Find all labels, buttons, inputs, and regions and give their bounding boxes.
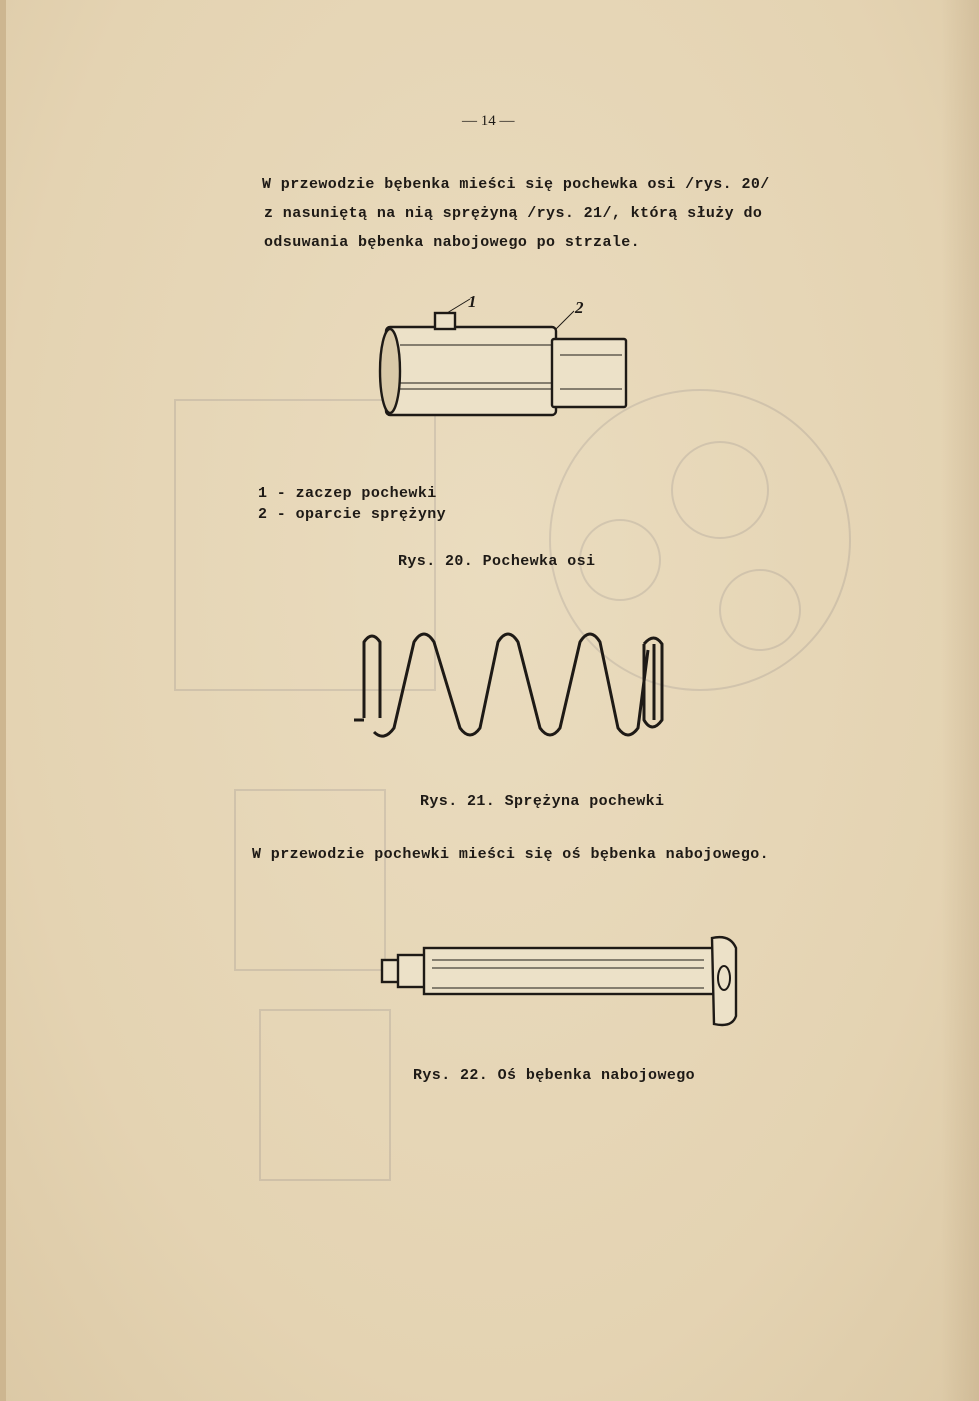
- spring-illustration: [350, 620, 690, 750]
- page-number: — 14 —: [462, 113, 515, 129]
- paragraph-line: z nasuniętą na nią sprężyną /rys. 21/, którą służy do: [264, 205, 763, 222]
- paragraph-line: W przewodzie bębenka mieści się pochewka osi /rys. 20/: [262, 176, 770, 193]
- callout-1: 1: [468, 292, 477, 311]
- figure-caption: Rys. 22. Oś bębenka nabojowego: [413, 1067, 696, 1084]
- paragraph-line: odsuwania bębenka nabojowego po strzale.: [264, 234, 641, 251]
- figure-caption: Rys. 21. Sprężyna pochewki: [420, 793, 665, 810]
- cylinder-axle-illustration: [374, 930, 744, 1030]
- legend-line: 1 - zaczep pochewki: [258, 485, 437, 502]
- paragraph-line: W przewodzie pochewki mieści się oś bębenka nabojowego.: [252, 846, 770, 863]
- callout-2: 2: [575, 298, 584, 317]
- axle-sleeve-illustration: [360, 285, 650, 430]
- legend-line: 2 - oparcie sprężyny: [258, 506, 447, 523]
- figure-caption: Rys. 20. Pochewka osi: [398, 553, 596, 570]
